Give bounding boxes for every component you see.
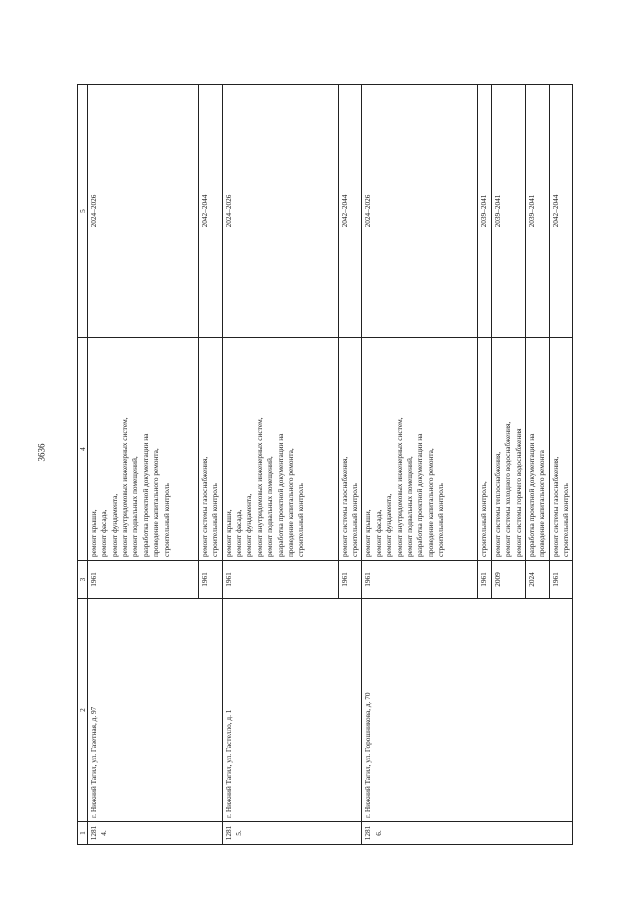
table-row [88, 85, 199, 845]
table-row [222, 85, 338, 845]
work-item: ремонт подвальных помещений, [130, 456, 140, 557]
work-item: ремонт фундамента, [384, 493, 394, 557]
work-item: ремонт подвальных помещений, [265, 456, 275, 557]
build-year: 1961 [549, 561, 573, 599]
column-header: 5 [78, 85, 88, 338]
work-item: ремонт системы газоснабжения, [550, 456, 560, 557]
entry-address: г. Нижний Тагил, ул. Горошникова, д. 70 [362, 599, 573, 822]
entry-number: 12815. [222, 822, 362, 845]
work-item: строительный контроль, [479, 481, 489, 557]
repair-period: 2042–2044 [338, 85, 362, 338]
works-list [525, 338, 549, 561]
work-item: ремонт фундамента, [109, 493, 119, 557]
work-item: ремонт внутридомовых инженерных систем, [254, 417, 264, 557]
repair-schedule-table [77, 84, 573, 845]
entry-number: 12816. [362, 822, 573, 845]
work-item: разработка проектной документации на [526, 433, 536, 557]
work-item: разработка проектной документации на [415, 433, 425, 557]
build-year: 1961 [222, 561, 338, 599]
table-row [362, 85, 478, 845]
work-item: ремонт системы газоснабжения, [339, 456, 349, 557]
work-item: строительный контроль [296, 483, 306, 557]
works-list [362, 338, 478, 561]
build-year: 1961 [88, 561, 199, 599]
build-year: 2009 [491, 561, 525, 599]
works-list [88, 338, 199, 561]
repair-period: 2039–2041 [491, 85, 525, 338]
page-number: 3636 [36, 443, 47, 462]
works-list [549, 338, 573, 561]
work-item: ремонт фундамента, [244, 493, 254, 557]
column-number-header-row [78, 85, 88, 845]
work-item: строительный контроль [161, 483, 171, 557]
work-item: строительный контроль [435, 483, 445, 557]
work-item: строительный контроль [560, 483, 570, 557]
work-item: строительный контроль [350, 483, 360, 557]
works-list [491, 338, 525, 561]
column-header: 4 [78, 338, 88, 561]
work-item: ремонт системы горячего водоснабжения [513, 428, 523, 557]
column-header: 2 [78, 599, 88, 822]
works-list [338, 338, 362, 561]
entry-number: 12814. [88, 822, 223, 845]
work-item: ремонт фасада, [373, 509, 383, 557]
work-item: проведение капитального ремонта, [151, 448, 161, 557]
entry-address: г. Нижний Тагил, ул. Газетная, д. 97 [88, 599, 223, 822]
work-item: проведение капитального ремонта, [285, 448, 295, 557]
works-list [199, 338, 223, 561]
work-item: ремонт крыши, [223, 509, 233, 557]
repair-period: 2039–2041 [478, 85, 491, 338]
entry-address: г. Нижний Тагил, ул. Гастелло, д. 1 [222, 599, 362, 822]
column-header: 1 [78, 822, 88, 845]
build-year: 1961 [362, 561, 478, 599]
work-item: ремонт крыши, [363, 509, 373, 557]
works-list [222, 338, 338, 561]
work-item: ремонт системы теплоснабжения, [492, 451, 502, 557]
build-year: 1961 [338, 561, 362, 599]
work-item: ремонт фасада, [99, 509, 109, 557]
work-item: проведение капитального ремонта, [425, 448, 435, 557]
work-item: проведение капитального ремонта [537, 450, 547, 557]
work-item: ремонт подвальных помещений, [404, 456, 414, 557]
repair-period: 2024–2026 [222, 85, 338, 338]
build-year: 1961 [478, 561, 491, 599]
column-header: 3 [78, 561, 88, 599]
works-list [478, 338, 491, 561]
repair-period: 2024–2026 [88, 85, 199, 338]
build-year: 2024 [525, 561, 549, 599]
work-item: разработка проектной документации на [275, 433, 285, 557]
work-item: ремонт внутридомовых инженерных систем, [120, 417, 130, 557]
work-item: ремонт фасада, [234, 509, 244, 557]
rotated-table-wrapper [77, 45, 570, 845]
work-item: ремонт системы холодного водоснабжения, [503, 421, 513, 557]
work-item: ремонт системы газоснабжения, [200, 456, 209, 557]
repair-period: 2042–2044 [549, 85, 573, 338]
work-item: строительный контроль [210, 483, 220, 557]
repair-period: 2042–2044 [199, 85, 223, 338]
work-item: разработка проектной документации на [140, 433, 150, 557]
work-item: ремонт крыши, [89, 509, 98, 557]
build-year: 1961 [199, 561, 223, 599]
repair-period: 2024–2026 [362, 85, 478, 338]
repair-period: 2039–2041 [525, 85, 549, 338]
work-item: ремонт внутридомовых инженерных систем, [394, 417, 404, 557]
